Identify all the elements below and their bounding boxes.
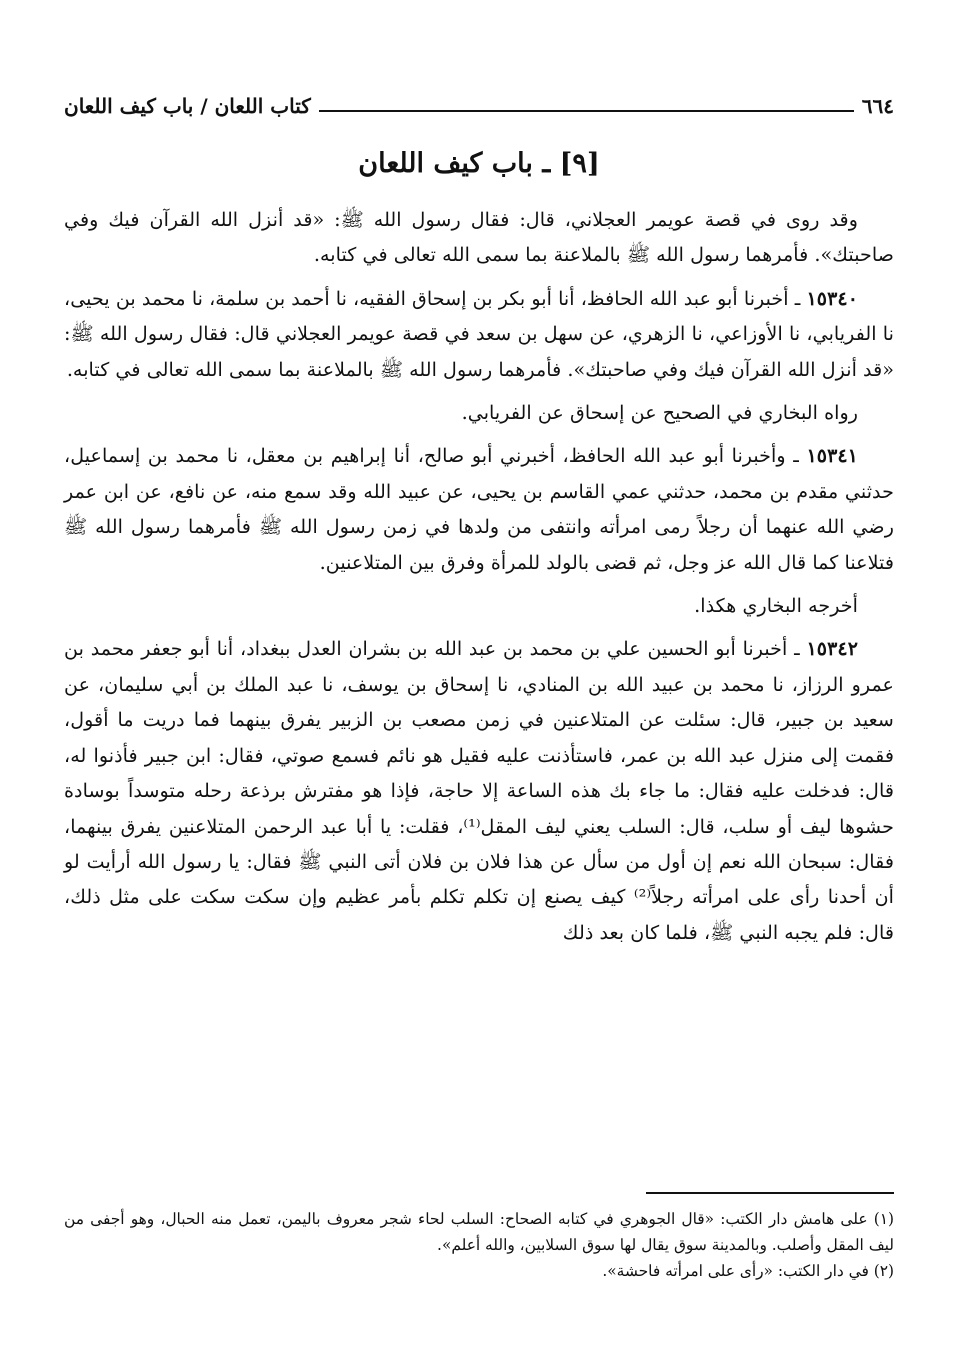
footnotes [64, 1206, 894, 1284]
hadith-paragraph-15341 [64, 438, 894, 580]
footnote-2: (٢) في دار الكتب: «رأى على امرأته فاحشة». [602, 1262, 894, 1280]
paragraph-text: أخرجه البخاري هكذا. [694, 594, 858, 618]
footnote-separator [646, 1192, 894, 1194]
book-page [64, 0, 894, 1366]
running-header [64, 84, 894, 120]
footnote-1: (١) على هامش دار الكتب: «قال الجوهري في كتابه الصحاح: السلب لحاء شجر معروف باليمن، تعمل منه الحبال، وهو أجفى من ليف المقل وأصلب. وبالمدينة سوق يقال لها سوق السلابين، والله أعلم». [64, 1210, 894, 1254]
page-number: ٦٦٤ [861, 94, 894, 118]
narration-note [64, 395, 894, 430]
paragraph-text: ـ وأخبرنا أبو عبد الله الحافظ، أخبرني أبو صالح، أنا إبراهيم بن معقل، نا محمد بن إسماعيل، حدثني مقدم بن محمد، حدثني عمي القاسم بن يحيى، عن عبيد الله وقد سمع منه، عن نافع، عن ابن عمر رضي الله عنهما أن رجلاً رمى امرأته وانتفى من ولدها في زمن رسول الله ﷺ فأمرهما رسول الله ﷺ فتلاعنا كما قال الله عز وجل، ثم قضى بالولد للمرأة وفرق بين المتلاعنين. [64, 444, 894, 574]
running-title: كتاب اللعان / باب كيف اللعان [64, 94, 311, 118]
hadith-number: ١٥٣٤٠ [806, 286, 858, 310]
hadith-number: ١٥٣٤١ [806, 444, 858, 468]
paragraph-text: رواه البخاري في الصحيح عن إسحاق عن الفريابي. [461, 401, 858, 425]
paragraph-text: ـ أخبرنا أبو عبد الله الحافظ، أنا أبو بكر بن إسحاق الفقيه، نا أحمد بن سلمة، نا محمد بن يحيى، نا الفريابي، نا الأوزاعي، نا الزهري، عن سهل بن سعد في قصة عويمر العجلاني قال: فقال رسول الله ﷺ: «قد أنزل الله القرآن فيك وفي صاحبتك». فأمرهما رسول الله ﷺ بالملاعنة بما سمى الله تعالى في كتابه. [64, 286, 894, 381]
hadith-paragraph-15340 [64, 281, 894, 387]
intro-paragraph [64, 202, 894, 273]
narration-note [64, 588, 894, 623]
hadith-number: ١٥٣٤٢ [806, 637, 858, 661]
chapter-title: [٩] ـ باب كيف اللعان [358, 148, 600, 179]
hadith-paragraph-15342 [64, 631, 894, 950]
header-rule [319, 110, 854, 112]
paragraph-text: وقد روى في قصة عويمر العجلاني، قال: فقال رسول الله ﷺ: «قد أنزل الله القرآن فيك وفي صاحبتك». فأمرهما رسول الله ﷺ بالملاعنة بما سمى الله تعالى في كتابه. [64, 208, 894, 267]
main-text [64, 202, 894, 958]
paragraph-text: ـ أخبرنا أبو الحسين علي بن محمد بن عبد الله بن بشران العدل ببغداد، أنا أبو جعفر محمد بن عمرو الرزاز، نا محمد بن عبيد الله بن المنادي، نا إسحاق بن يوسف، نا عبد الملك بن أبي سليمان، عن سعيد بن جبير، قال: سئلت عن المتلاعنين في زمن مصعب بن الزبير يفرق بينهما فما دريت ما أقول، فقمت إلى منزل عبد الله بن عمر، فاستأذنت عليه فقيل هو نائم فسمع صوتي، فقال: ابن جبير فأذنوا له، قال: فدخلت عليه فقال: ما جاء بك هذه الساعة إلا حاجة، فإذا هو مفترش برذعة رحله متوسداً بوسادة حشوها ليف أو سلب، قال: السلب يعني ليف المقل⁽¹⁾، فقلت: يا أبا عبد الرحمن المتلاعنين يفرق بينهما، فقال: سبحان الله نعم إن أول من سأل عن هذا فلان بن فلان أتى النبي ﷺ فقال: يا رسول الله أرأيت لو أن أحدنا رأى على امرأته رجلاً⁽²⁾ كيف يصنع إن تكلم تكلم بأمر عظيم وإن سكت سكت على مثل ذلك، قال: فلم يجبه النبي ﷺ، فلما كان بعد ذلك [64, 637, 894, 944]
